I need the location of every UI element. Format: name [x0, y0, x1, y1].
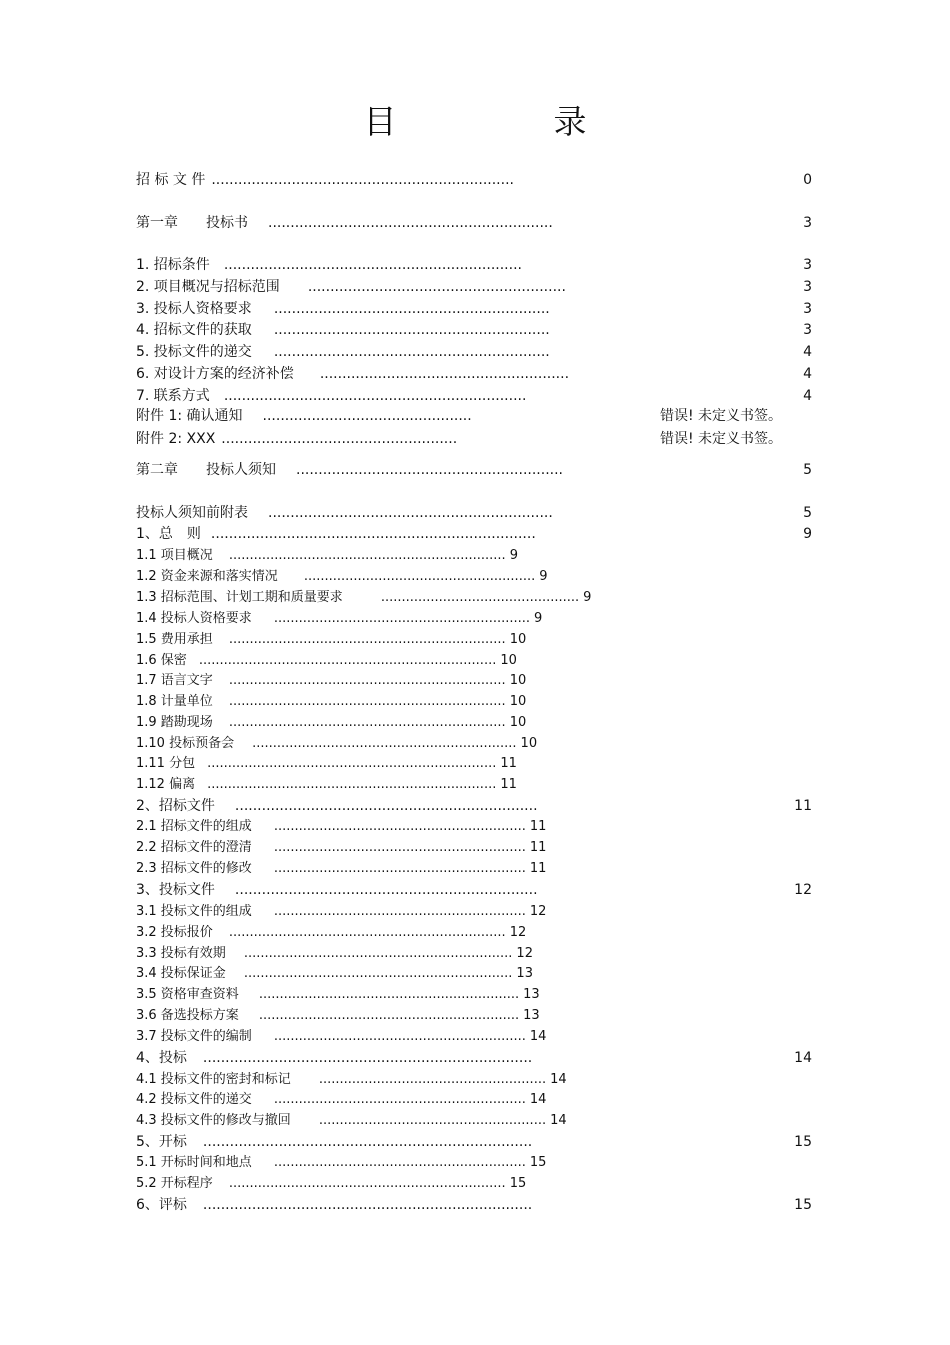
- toc-entry-page: 11: [529, 840, 547, 855]
- toc-entry-page: 11: [529, 819, 547, 834]
- toc-leader-dots: ..............................................................: [273, 344, 550, 360]
- toc-leader-dots: ................................................................: [252, 736, 517, 751]
- toc-leader-dots: ...................................................................: [228, 694, 506, 709]
- toc-entry[interactable]: [136, 737, 537, 750]
- toc-entry-label: 1.6 保密: [136, 653, 187, 668]
- toc-entry-label: 招 标 文 件: [136, 172, 206, 188]
- toc-entry-label: 4.1 投标文件的密封和标记: [136, 1072, 291, 1087]
- toc-entry[interactable]: [136, 841, 546, 854]
- toc-entry[interactable]: [136, 612, 542, 625]
- toc-entry-label: 1.10 投标预备会: [136, 736, 235, 751]
- toc-entry-label: 1.9 踏勘现场: [136, 715, 213, 730]
- toc-leader-dots: ..............................................................: [273, 301, 550, 317]
- toc-entry[interactable]: [136, 323, 550, 337]
- toc-entry-label: 1.5 费用承担: [136, 632, 213, 647]
- toc-entry[interactable]: [136, 409, 472, 423]
- toc-entry-page: 11: [794, 798, 812, 814]
- toc-entry[interactable]: [136, 216, 553, 230]
- toc-entry-label: 4、投标: [136, 1050, 187, 1066]
- toc-entry-page: 11: [500, 777, 517, 792]
- toc-leader-dots: ..........................................................: [307, 279, 566, 295]
- toc-leader-dots: ...................................................................: [228, 673, 506, 688]
- toc-entry-label: 2.3 招标文件的修改: [136, 861, 252, 876]
- toc-leader-dots: ...................................................................: [228, 632, 506, 647]
- toc-leader-dots: .....................................................: [221, 431, 458, 447]
- toc-entry-label: 4.2 投标文件的递交: [136, 1092, 252, 1107]
- toc-entry[interactable]: [136, 506, 553, 520]
- toc-entry-label: 7. 联系方式: [136, 388, 210, 404]
- toc-leader-dots: ....................................................................: [223, 388, 527, 404]
- toc-entry-label: 1. 招标条件: [136, 257, 210, 273]
- toc-leader-dots: ...................................................................: [223, 257, 522, 273]
- toc-entry-page: 11: [529, 861, 547, 876]
- toc-entry-page: 9: [803, 526, 812, 542]
- toc-entry-page: 15: [509, 1176, 527, 1191]
- toc-entry-page: 10: [520, 736, 538, 751]
- toc-leader-dots: ..............................................................: [273, 322, 550, 338]
- toc-entry-page: 12: [509, 925, 527, 940]
- toc-entry-page: 错误! 未定义书签。: [660, 431, 783, 447]
- toc-entry[interactable]: [136, 1198, 532, 1212]
- toc-entry[interactable]: [136, 280, 566, 294]
- toc-entry[interactable]: [136, 173, 514, 187]
- toc-entry[interactable]: [136, 549, 518, 562]
- toc-entry-label: 4.3 投标文件的修改与撤回: [136, 1113, 291, 1128]
- toc-entry-label: 2.2 招标文件的澄清: [136, 840, 252, 855]
- toc-leader-dots: ...................................................................: [228, 715, 506, 730]
- toc-leader-dots: ...............................................: [262, 408, 472, 424]
- toc-entry-page: 14: [529, 1029, 547, 1044]
- toc-entry-label: 3.2 投标报价: [136, 925, 213, 940]
- toc-entry-label: 第一章 投标书: [136, 215, 248, 231]
- toc-entry-label: 6. 对设计方案的经济补偿: [136, 366, 294, 382]
- toc-entry-page: 10: [509, 694, 527, 709]
- toc-entry-page: 15: [794, 1134, 812, 1150]
- toc-leader-dots: ................................................................: [268, 215, 553, 231]
- toc-entry[interactable]: [136, 1135, 532, 1149]
- toc-entry-label: 1.7 语言文字: [136, 673, 213, 688]
- toc-entry-label: 5、开标: [136, 1134, 187, 1150]
- toc-entry[interactable]: [136, 654, 517, 667]
- toc-leader-dots: ...................................................................: [228, 1176, 506, 1191]
- toc-entry-label: 1、总 则: [136, 526, 201, 542]
- toc-leader-dots: ................................................................: [268, 505, 553, 521]
- toc-entry-page: 3: [803, 279, 812, 295]
- toc-leader-dots: ...............................................................: [258, 1008, 520, 1023]
- page-title: 目 录: [363, 102, 649, 141]
- toc-entry-page: 4: [803, 388, 812, 404]
- toc-entry-label: 3. 投标人资格要求: [136, 301, 252, 317]
- toc-entry-label: 1.8 计量单位: [136, 694, 213, 709]
- toc-entry-label: 1.1 项目概况: [136, 548, 213, 563]
- toc-entry[interactable]: [136, 820, 546, 833]
- toc-leader-dots: ....................................................................: [234, 798, 538, 814]
- toc-entry-page: 9: [534, 611, 543, 626]
- toc-entry[interactable]: [136, 1009, 540, 1022]
- toc-entry[interactable]: [136, 674, 526, 687]
- toc-entry-label: 附件 1: 确认通知: [136, 408, 243, 424]
- toc-entry-page: 15: [794, 1197, 812, 1213]
- toc-leader-dots: .............................................................: [273, 1155, 526, 1170]
- toc-entry[interactable]: [136, 1051, 532, 1065]
- toc-leader-dots: ...................................................................: [228, 548, 506, 563]
- toc-entry[interactable]: [136, 345, 550, 359]
- toc-entry[interactable]: [136, 883, 538, 897]
- toc-entry-page: 14: [529, 1092, 547, 1107]
- toc-leader-dots: ..........................................................................: [202, 1134, 533, 1150]
- toc-entry[interactable]: [136, 695, 526, 708]
- toc-entry[interactable]: [136, 633, 526, 646]
- toc-entry-page: 4: [803, 344, 812, 360]
- toc-entry-page: 14: [550, 1113, 567, 1128]
- toc-leader-dots: ................................................: [380, 590, 580, 605]
- toc-entry[interactable]: [136, 778, 517, 791]
- toc-entry-page: 5: [803, 505, 812, 521]
- toc-leader-dots: .......................................................: [318, 1113, 547, 1128]
- toc-entry-label: 投标人须知前附表: [136, 505, 248, 521]
- toc-entry-label: 1.3 招标范围、计划工期和质量要求: [136, 590, 343, 605]
- toc-entry-label: 5.1 开标时间和地点: [136, 1155, 252, 1170]
- toc-leader-dots: ........................................................: [303, 569, 536, 584]
- toc-leader-dots: ..........................................................................: [202, 1050, 533, 1066]
- toc-entry[interactable]: [136, 1073, 567, 1086]
- toc-entry[interactable]: [136, 258, 522, 272]
- toc-entry-page: 4: [803, 366, 812, 382]
- toc-entry-label: 3.6 备选投标方案: [136, 1008, 239, 1023]
- toc-entry-label: 3.1 投标文件的组成: [136, 904, 252, 919]
- toc-entry[interactable]: [136, 988, 540, 1001]
- toc-entry[interactable]: [136, 967, 533, 980]
- toc-entry-page: 10: [509, 632, 527, 647]
- toc-entry-page: 12: [794, 882, 812, 898]
- toc-entry-page: 3: [803, 301, 812, 317]
- toc-entry[interactable]: [136, 527, 536, 541]
- toc-entry-page: 15: [529, 1155, 547, 1170]
- toc-entry-page: 9: [583, 590, 592, 605]
- toc-entry-label: 2.1 招标文件的组成: [136, 819, 252, 834]
- toc-entry-page: 3: [803, 215, 812, 231]
- toc-entry[interactable]: [136, 1093, 546, 1106]
- toc-entry-label: 2、招标文件: [136, 798, 215, 814]
- toc-entry-label: 2. 项目概况与招标范围: [136, 279, 280, 295]
- toc-entry[interactable]: [136, 367, 569, 381]
- toc-entry[interactable]: [136, 926, 526, 939]
- toc-entry-label: 第二章 投标人须知: [136, 462, 276, 478]
- toc-leader-dots: .............................................................: [273, 1092, 526, 1107]
- toc-leader-dots: .............................................................: [273, 861, 526, 876]
- toc-entry-page: 错误! 未定义书签。: [660, 408, 783, 424]
- toc-entry-label: 5.2 开标程序: [136, 1176, 213, 1191]
- toc-entry[interactable]: [136, 862, 546, 875]
- toc-leader-dots: ...................................................................: [228, 925, 506, 940]
- toc-entry[interactable]: [136, 302, 550, 316]
- toc-leader-dots: ......................................................................: [207, 777, 497, 792]
- toc-leader-dots: ....................................................................: [211, 172, 514, 188]
- toc-entry[interactable]: [136, 799, 538, 813]
- toc-entry[interactable]: [136, 1030, 546, 1043]
- toc-leader-dots: .................................................................: [243, 966, 513, 981]
- toc-entry-page: 13: [523, 1008, 540, 1023]
- toc-leader-dots: .........................................................................: [210, 526, 536, 542]
- toc-entry-label: 3.4 投标保证金: [136, 966, 226, 981]
- toc-leader-dots: .......................................................: [318, 1072, 547, 1087]
- toc-entry-label: 1.4 投标人资格要求: [136, 611, 252, 626]
- toc-entry-page: 3: [803, 257, 812, 273]
- toc-entry-label: 3、投标文件: [136, 882, 215, 898]
- toc-entry-label: 1.12 偏离: [136, 777, 196, 792]
- toc-leader-dots: ............................................................: [296, 462, 564, 478]
- toc-entry[interactable]: [136, 463, 563, 477]
- toc-entry-page: 13: [523, 987, 540, 1002]
- toc-entry[interactable]: [136, 905, 546, 918]
- toc-leader-dots: ........................................................................: [198, 653, 497, 668]
- toc-entry-page: 9: [509, 548, 518, 563]
- toc-entry-page: 10: [509, 673, 527, 688]
- toc-leader-dots: ......................................................................: [207, 756, 497, 771]
- toc-entry[interactable]: [136, 1177, 526, 1190]
- toc-entry[interactable]: [136, 1114, 567, 1127]
- toc-entry-label: 1.11 分包: [136, 756, 196, 771]
- toc-leader-dots: ..........................................................................: [202, 1197, 533, 1213]
- toc-leader-dots: ........................................................: [319, 366, 570, 382]
- toc-entry-page: 3: [803, 322, 812, 338]
- toc-entry[interactable]: [136, 570, 548, 583]
- toc-entry[interactable]: [136, 432, 457, 446]
- toc-entry[interactable]: [136, 591, 591, 604]
- toc-entry-page: 10: [509, 715, 527, 730]
- toc-leader-dots: .............................................................: [273, 819, 526, 834]
- toc-entry-page: 12: [529, 904, 547, 919]
- toc-leader-dots: .............................................................: [273, 840, 526, 855]
- toc-leader-dots: .............................................................: [273, 904, 526, 919]
- toc-entry-page: 9: [539, 569, 548, 584]
- toc-entry-label: 5. 投标文件的递交: [136, 344, 252, 360]
- toc-leader-dots: .............................................................: [273, 1029, 526, 1044]
- toc-entry-page: 12: [516, 946, 533, 961]
- toc-entry[interactable]: [136, 389, 526, 403]
- toc-entry-label: 附件 2: XXX: [136, 431, 216, 447]
- toc-entry-label: 3.5 资格审查资料: [136, 987, 239, 1002]
- toc-entry-page: 11: [500, 756, 517, 771]
- toc-leader-dots: ...............................................................: [258, 987, 520, 1002]
- toc-entry-label: 3.7 投标文件的编制: [136, 1029, 252, 1044]
- toc-entry-label: 4. 招标文件的获取: [136, 322, 252, 338]
- toc-entry-page: 14: [550, 1072, 567, 1087]
- toc-entry-page: 10: [500, 653, 517, 668]
- toc-entry-page: 0: [803, 172, 812, 188]
- toc-entry[interactable]: [136, 757, 517, 770]
- toc-leader-dots: ..............................................................: [273, 611, 531, 626]
- toc-leader-dots: .................................................................: [243, 946, 513, 961]
- toc-entry-page: 5: [803, 462, 812, 478]
- toc-entry-label: 6、评标: [136, 1197, 187, 1213]
- toc-entry[interactable]: [136, 947, 533, 960]
- toc-entry[interactable]: [136, 716, 526, 729]
- toc-entry-label: 3.3 投标有效期: [136, 946, 226, 961]
- toc-entry-page: 13: [516, 966, 533, 981]
- toc-entry-page: 14: [794, 1050, 812, 1066]
- toc-entry[interactable]: [136, 1156, 546, 1169]
- toc-leader-dots: ....................................................................: [234, 882, 538, 898]
- toc-entry-label: 1.2 资金来源和落实情况: [136, 569, 278, 584]
